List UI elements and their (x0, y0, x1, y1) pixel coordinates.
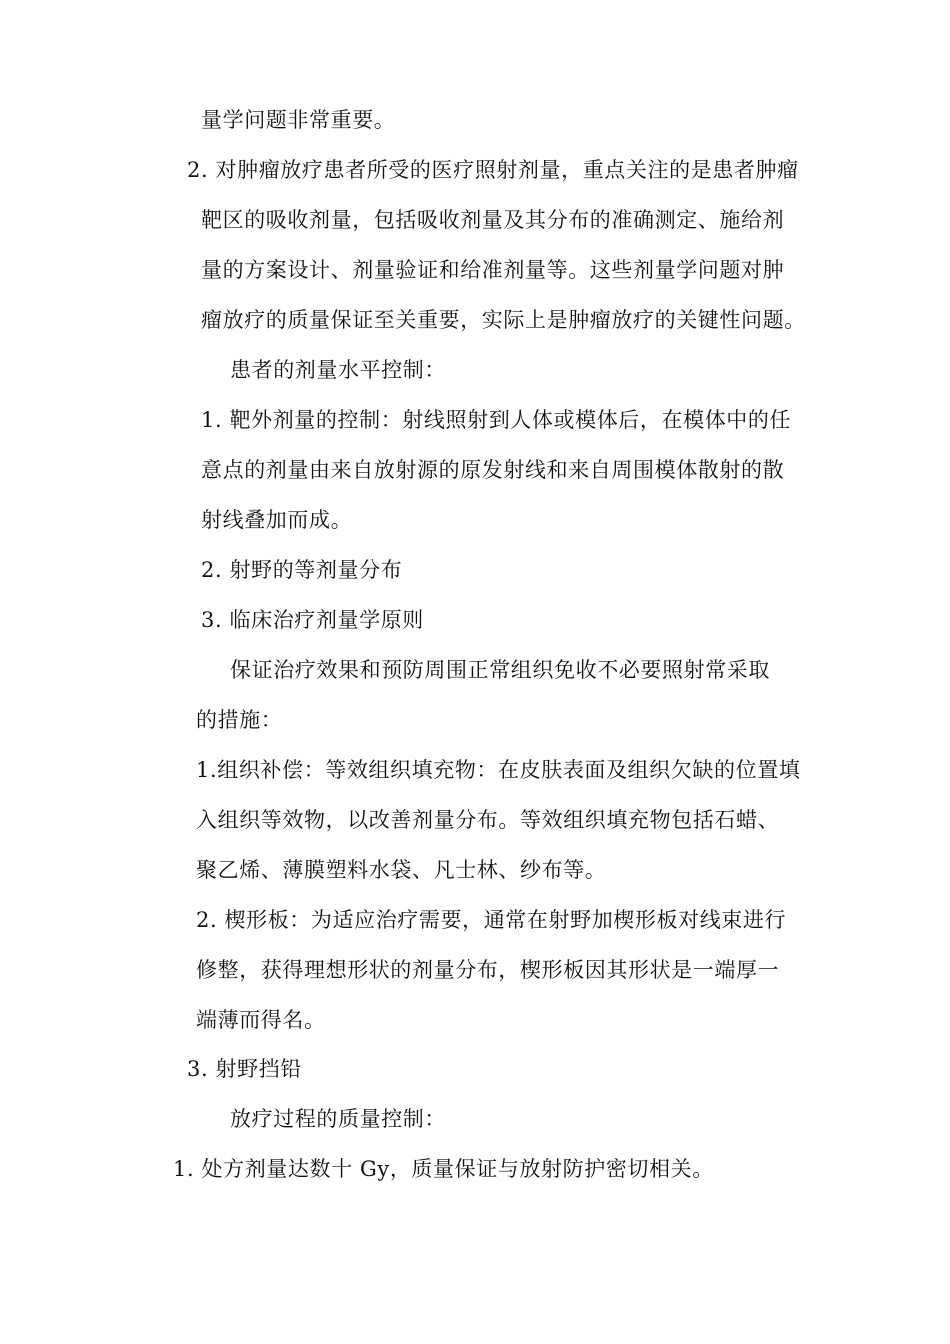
text-line: 意点的剂量由来自放射源的原发射线和来自周围模体散射的散 (201, 458, 785, 482)
text-line: 聚乙烯、薄膜塑料水袋、凡士林、纱布等。 (196, 858, 607, 882)
text-line: 的措施： (196, 708, 283, 732)
text-line: 端薄而得名。 (196, 1008, 326, 1032)
text-line: 射线叠加而成。 (201, 508, 353, 532)
section-heading: 患者的剂量水平控制： (230, 358, 446, 382)
text-line: 3. 临床治疗剂量学原则 (201, 608, 424, 632)
text-line: 量学问题非常重要。 (201, 108, 396, 132)
text-line: 2. 对肿瘤放疗患者所受的医疗照射剂量，重点关注的是患者肿瘤 (187, 158, 799, 182)
section-heading: 放疗过程的质量控制： (230, 1107, 446, 1131)
text-line: 瘤放疗的质量保证至关重要，实际上是肿瘤放疗的关键性问题。 (201, 308, 806, 332)
text-line: 量的方案设计、剂量验证和给准剂量等。这些剂量学问题对肿 (201, 258, 785, 282)
text-line: 入组织等效物，以改善剂量分布。等效组织填充物包括石蜡、 (196, 808, 780, 832)
text-line: 靶区的吸收剂量，包括吸收剂量及其分布的准确测定、施给剂 (201, 208, 785, 232)
text-line: 2. 楔形板：为适应治疗需要，通常在射野加楔形板对线束进行 (196, 908, 787, 932)
text-line: 3. 射野挡铅 (187, 1057, 302, 1081)
text-line: 1.组织补偿：等效组织填充物：在皮肤表面及组织欠缺的位置填 (196, 758, 801, 782)
text-line: 1. 处方剂量达数十 Gy，质量保证与放射防护密切相关。 (173, 1157, 714, 1181)
text-line: 2. 射野的等剂量分布 (201, 558, 403, 582)
text-line: 1. 靶外剂量的控制：射线照射到人体或模体后，在模体中的任 (201, 408, 792, 432)
text-line: 修整，获得理想形状的剂量分布，楔形板因其形状是一端厚一 (196, 958, 780, 982)
text-line: 保证治疗效果和预防周围正常组织免收不必要照射常采取 (230, 658, 770, 682)
